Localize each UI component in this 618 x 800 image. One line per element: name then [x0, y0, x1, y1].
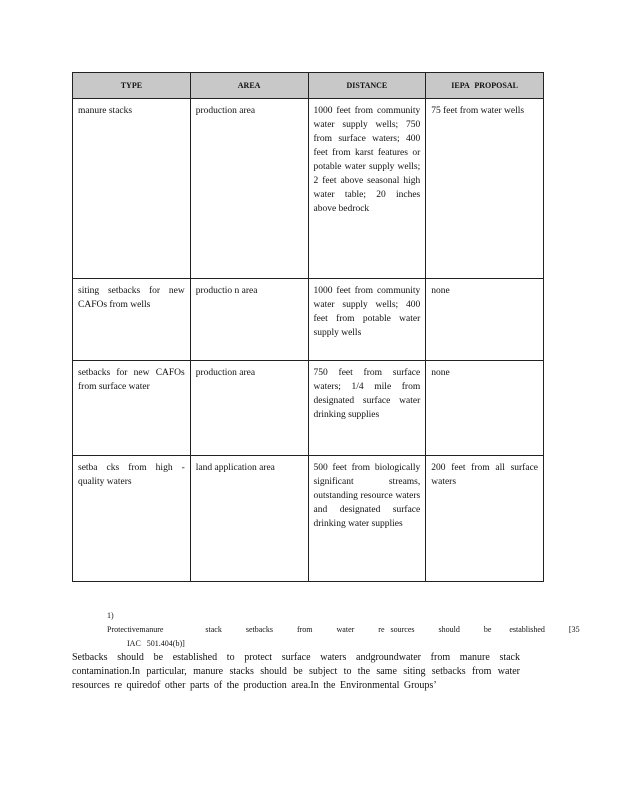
cell-iepa: none	[426, 361, 544, 456]
table-row	[73, 456, 544, 582]
header-area: AREA	[190, 73, 308, 99]
cell-distance: 1000 feet from community water supply wells; 400 feet from potable water supply wells	[308, 279, 426, 361]
section-heading	[107, 609, 580, 651]
cell-distance: 750 feet from surface waters; 1/4 mile from designated surface water drinking supplies	[308, 361, 426, 456]
cell-distance: 500 feet from biologically significant streams, outstanding resource waters and designated surface drinking water supplies	[308, 456, 426, 582]
section-heading-number: 1)	[107, 611, 114, 620]
table-header-row	[73, 73, 544, 99]
body-paragraph: Setbacks should be established to protect surface waters andgroundwater from manure stack contamination.In particular, manure stacks should be subject to the same siting setbacks from water resources re quiredof other parts of the production area.In the Environmental Groups’	[72, 652, 520, 691]
cell-area: production area	[190, 99, 308, 279]
cell-iepa: none	[426, 279, 544, 361]
setback-table	[72, 72, 544, 582]
cell-type: manure stacks	[73, 99, 191, 279]
section-heading-line1	[107, 609, 580, 637]
cell-area: production area	[190, 361, 308, 456]
cell-type: setbacks for new CAFOs from surface water	[73, 361, 191, 456]
cell-iepa: 75 feet from water wells	[426, 99, 544, 279]
cell-area: productio n area	[190, 279, 308, 361]
section-heading-text: Protectivemanure stack setbacks from water re sources should be established [35	[107, 625, 580, 634]
cell-type: setba cks from high - quality waters	[73, 456, 191, 582]
table-row	[73, 361, 544, 456]
header-type: TYPE	[73, 73, 191, 99]
cell-distance: 1000 feet from community water supply wells; 750 from surface waters; 400 feet from karst features or potable water supply wells; 2 feet above seasonal high water table; 20 inches above bedrock	[308, 99, 426, 279]
table-row	[73, 99, 544, 279]
section-heading-citation: IAC 501.404(b)]	[127, 639, 185, 648]
cell-area: land application area	[190, 456, 308, 582]
header-iepa-proposal: IEPA PROPOSAL	[426, 73, 544, 99]
header-distance: DISTANCE	[308, 73, 426, 99]
table-row	[73, 279, 544, 361]
cell-iepa: 200 feet from all surface waters	[426, 456, 544, 582]
cell-type: siting setbacks for new CAFOs from wells	[73, 279, 191, 361]
